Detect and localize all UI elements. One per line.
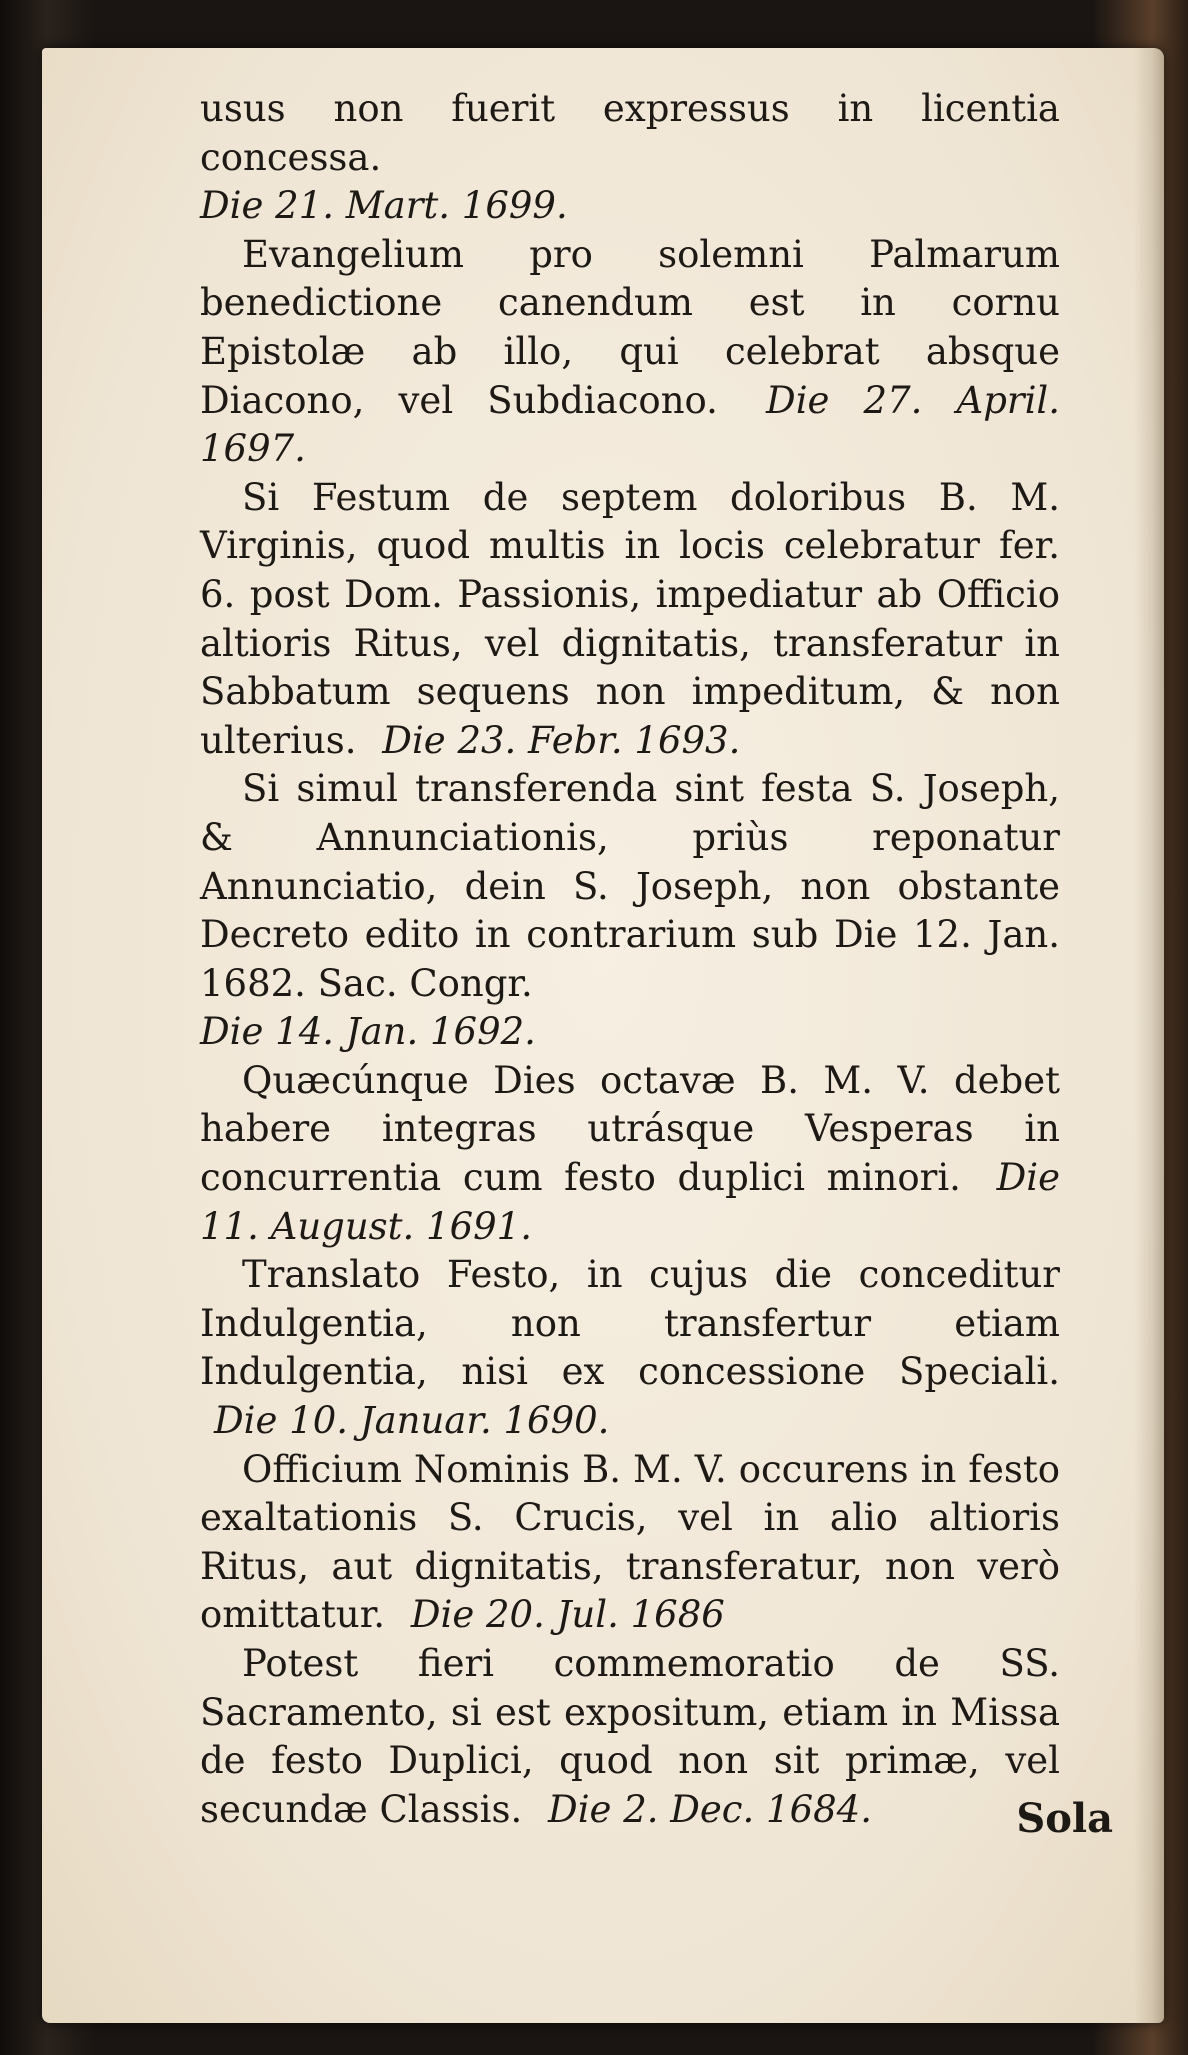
paragraph-text: Evangelium pro solemni Palmarum benedictione canendum est in cornu Epistolæ ab illo, qui celebrat absque Diacono, vel Subdiacono. bbox=[200, 232, 1060, 422]
decree-date: Die 2. Dec. 1684. bbox=[548, 1787, 872, 1831]
paragraph-text: usus non fuerit expressus in licentia concessa. bbox=[200, 87, 1060, 179]
paragraph-2 bbox=[200, 231, 1060, 474]
paragraph-text: Si Festum de septem doloribus B. M. Virginis, quod multis in locis celebratur fer. 6. post Dom. Passionis, impediatur ab Officio altioris Ritus, vel dignitatis, transferatur in Sabbatum sequens non impeditum, & non ulterius. bbox=[200, 475, 1060, 762]
paragraph-8 bbox=[200, 1640, 1060, 1834]
paragraph-7 bbox=[200, 1446, 1060, 1640]
paragraph-1 bbox=[200, 85, 1060, 231]
paragraph-3 bbox=[200, 474, 1060, 766]
catchword: Sola bbox=[1016, 1795, 1113, 1842]
decree-date: Die 11. August. 1691. bbox=[200, 1156, 1060, 1248]
paragraph-text: Si simul transferenda sint festa S. Joseph, & Annunciationis, priùs reponatur Annunciatio, dein S. Joseph, non obstante Decreto edito in contrarium sub Die 12. Jan. 1682. Sac. Congr. bbox=[200, 767, 1060, 1005]
paragraph-4 bbox=[200, 765, 1060, 1057]
paragraph-text: Officium Nominis B. M. V. occurens in festo exaltationis S. Crucis, vel in alio altioris Ritus, aut dignitatis, transferatur, non verò omittatur. bbox=[200, 1447, 1060, 1637]
paragraph-text: Quæcúnque Dies octavæ B. M. V. debet habere integras utrásque Vesperas in concurrentia cum festo duplici minori. bbox=[200, 1058, 1060, 1200]
paragraph-text: Translato Festo, in cujus die conceditur Indulgentia, non transfertur etiam Indulgentia, nisi ex concessione Speciali. bbox=[200, 1253, 1060, 1394]
decree-date: Die 20. Jul. 1686 bbox=[410, 1593, 725, 1637]
decree-date: Die 21. Mart. 1699. bbox=[200, 184, 568, 228]
decree-date: Die 10. Januar. 1690. bbox=[214, 1399, 610, 1443]
decree-date: Die 27. April. 1697. bbox=[200, 378, 1060, 471]
decree-date: Die 14. Jan. 1692. bbox=[200, 1010, 536, 1054]
paragraph-5 bbox=[200, 1057, 1060, 1251]
paragraph-text: Potest fieri commemoratio de SS. Sacramento, si est expositum, etiam in Missa de festo Duplici, quod non sit primæ, vel secundæ Classis. bbox=[200, 1642, 1060, 1831]
page-body-text bbox=[200, 85, 1060, 1834]
decree-date: Die 23. Febr. 1693. bbox=[382, 718, 741, 762]
paragraph-6 bbox=[200, 1251, 1060, 1445]
page-edge-shadow bbox=[1134, 48, 1164, 2023]
